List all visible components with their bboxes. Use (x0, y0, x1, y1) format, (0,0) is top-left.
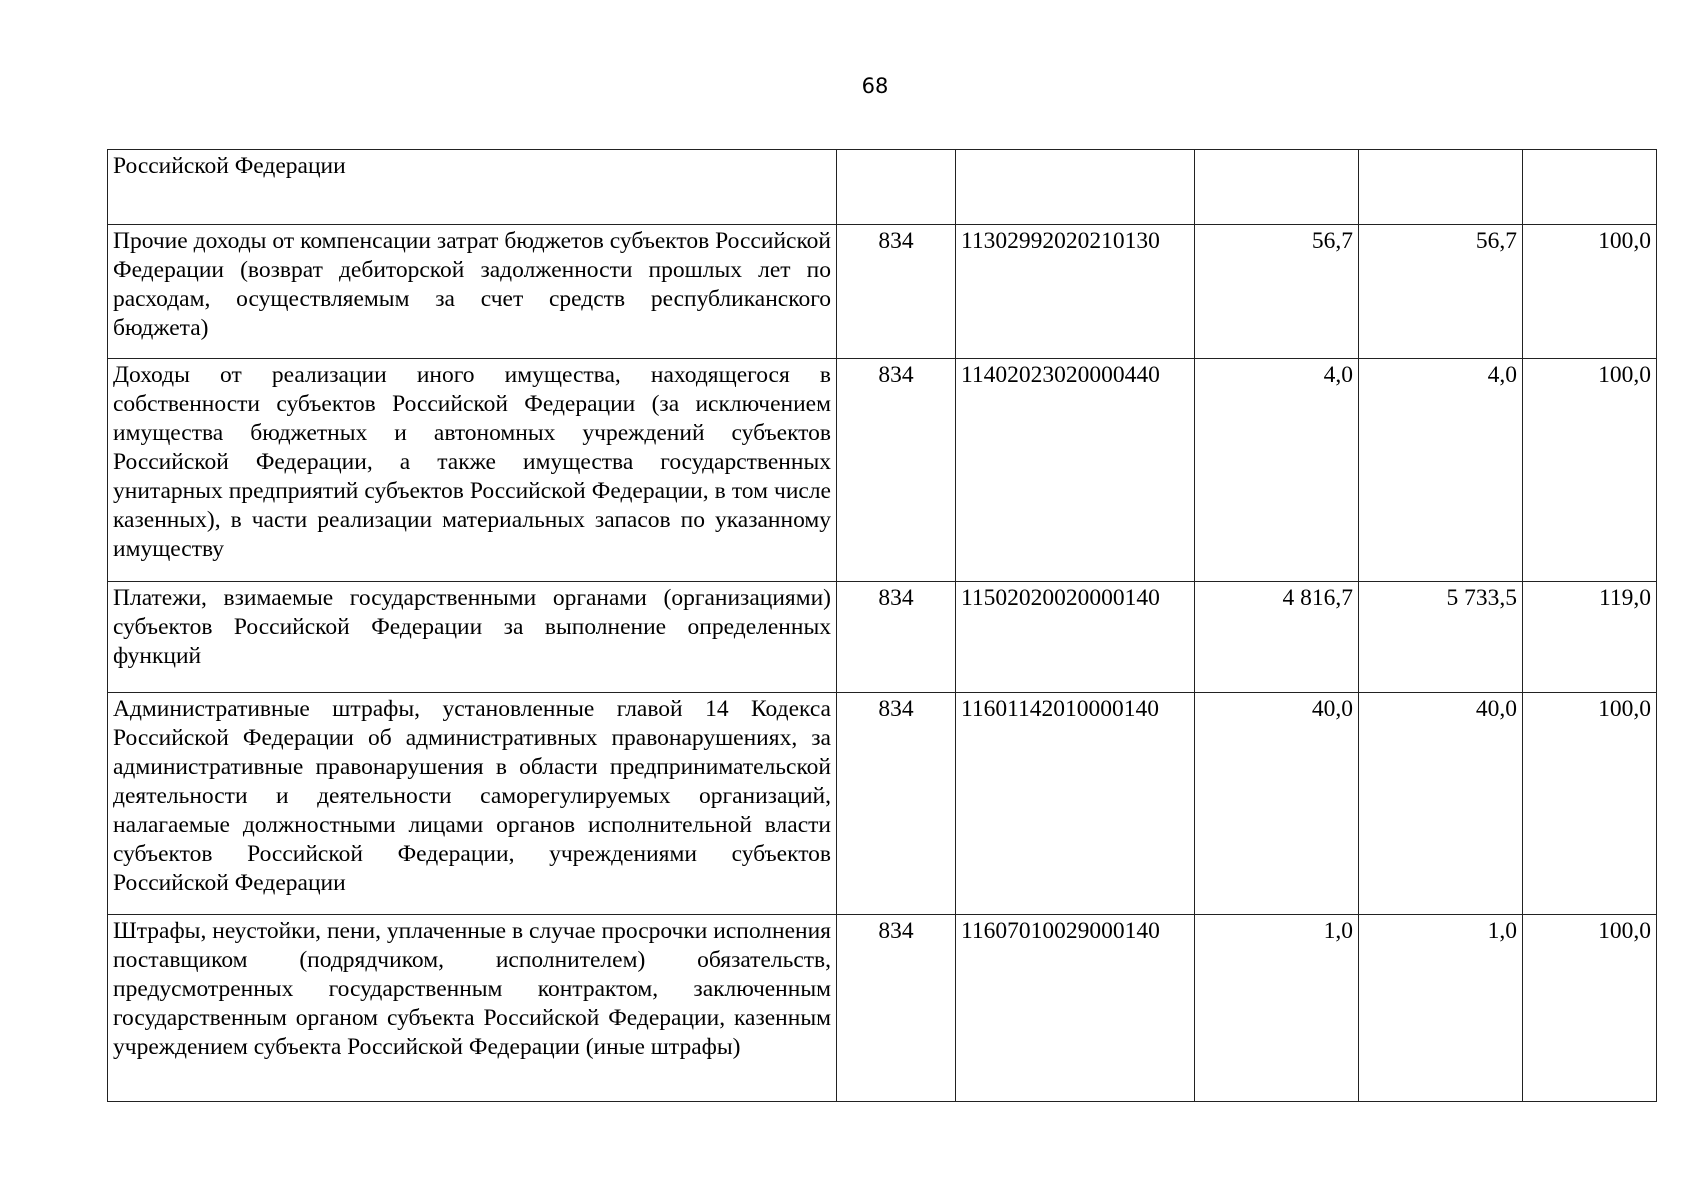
revenue-name-cell: Платежи, взимаемые государственными органами (организациями) субъектов Российской Федерации за выполнение определенных функций (108, 582, 837, 693)
page-number: 68 (861, 74, 889, 98)
revenue-name-cell: Штрафы, неустойки, пени, уплаченные в случае просрочки исполнения поставщиком (подрядчиком, исполнителем) обязательств, предусмотренных государственным контрактом, заключенным государственным органом субъекта Российской Федерации, казенным учреждением субъекта Российской Федерации (иные штрафы) (108, 915, 837, 1102)
fact-value-cell (1359, 150, 1523, 225)
table-row (108, 150, 1657, 225)
admin-code-cell: 834 (837, 582, 956, 693)
percent-value-cell: 119,0 (1523, 582, 1657, 693)
admin-code-cell: 834 (837, 225, 956, 359)
plan-value-cell: 56,7 (1195, 225, 1359, 359)
percent-value-cell: 100,0 (1523, 693, 1657, 915)
budget-code-cell: 11607010029000140 (956, 915, 1195, 1102)
admin-code-cell: 834 (837, 693, 956, 915)
plan-value-cell: 4 816,7 (1195, 582, 1359, 693)
plan-value-cell: 40,0 (1195, 693, 1359, 915)
revenue-name-cell: Прочие доходы от компенсации затрат бюджетов субъектов Российской Федерации (возврат дебиторской задолженности прошлых лет по расходам, осуществляемым за счет средств республиканского бюджета) (108, 225, 837, 359)
fact-value-cell: 1,0 (1359, 915, 1523, 1102)
percent-value-cell: 100,0 (1523, 359, 1657, 582)
plan-value-cell: 4,0 (1195, 359, 1359, 582)
plan-value-cell: 1,0 (1195, 915, 1359, 1102)
table-row (108, 359, 1657, 582)
revenue-name-cell: Административные штрафы, установленные главой 14 Кодекса Российской Федерации об административных правонарушениях, за административные правонарушения в области предпринимательской деятельности и деятельности саморегулируемых организаций, налагаемые должностными лицами органов исполнительной власти субъектов Российской Федерации, учреждениями субъектов Российской Федерации (108, 693, 837, 915)
fact-value-cell: 4,0 (1359, 359, 1523, 582)
table-row (108, 915, 1657, 1102)
percent-value-cell: 100,0 (1523, 225, 1657, 359)
admin-code-cell: 834 (837, 915, 956, 1102)
budget-code-cell: 11302992020210130 (956, 225, 1195, 359)
revenue-table (107, 149, 1657, 1102)
budget-code-cell: 11402023020000440 (956, 359, 1195, 582)
revenue-name-cell: Российской Федерации (108, 150, 837, 225)
revenue-name-cell: Доходы от реализации иного имущества, находящегося в собственности субъектов Российской Федерации (за исключением имущества бюджетных и автономных учреждений субъектов Российской Федерации, а также имущества государственных унитарных предприятий субъектов Российской Федерации, в том числе казенных), в части реализации материальных запасов по указанному имуществу (108, 359, 837, 582)
fact-value-cell: 5 733,5 (1359, 582, 1523, 693)
fact-value-cell: 40,0 (1359, 693, 1523, 915)
budget-code-cell: 11601142010000140 (956, 693, 1195, 915)
table-row (108, 693, 1657, 915)
admin-code-cell: 834 (837, 359, 956, 582)
percent-value-cell (1523, 150, 1657, 225)
table-row (108, 225, 1657, 359)
admin-code-cell (837, 150, 956, 225)
plan-value-cell (1195, 150, 1359, 225)
fact-value-cell: 56,7 (1359, 225, 1523, 359)
table-row (108, 582, 1657, 693)
budget-code-cell (956, 150, 1195, 225)
budget-code-cell: 11502020020000140 (956, 582, 1195, 693)
percent-value-cell: 100,0 (1523, 915, 1657, 1102)
